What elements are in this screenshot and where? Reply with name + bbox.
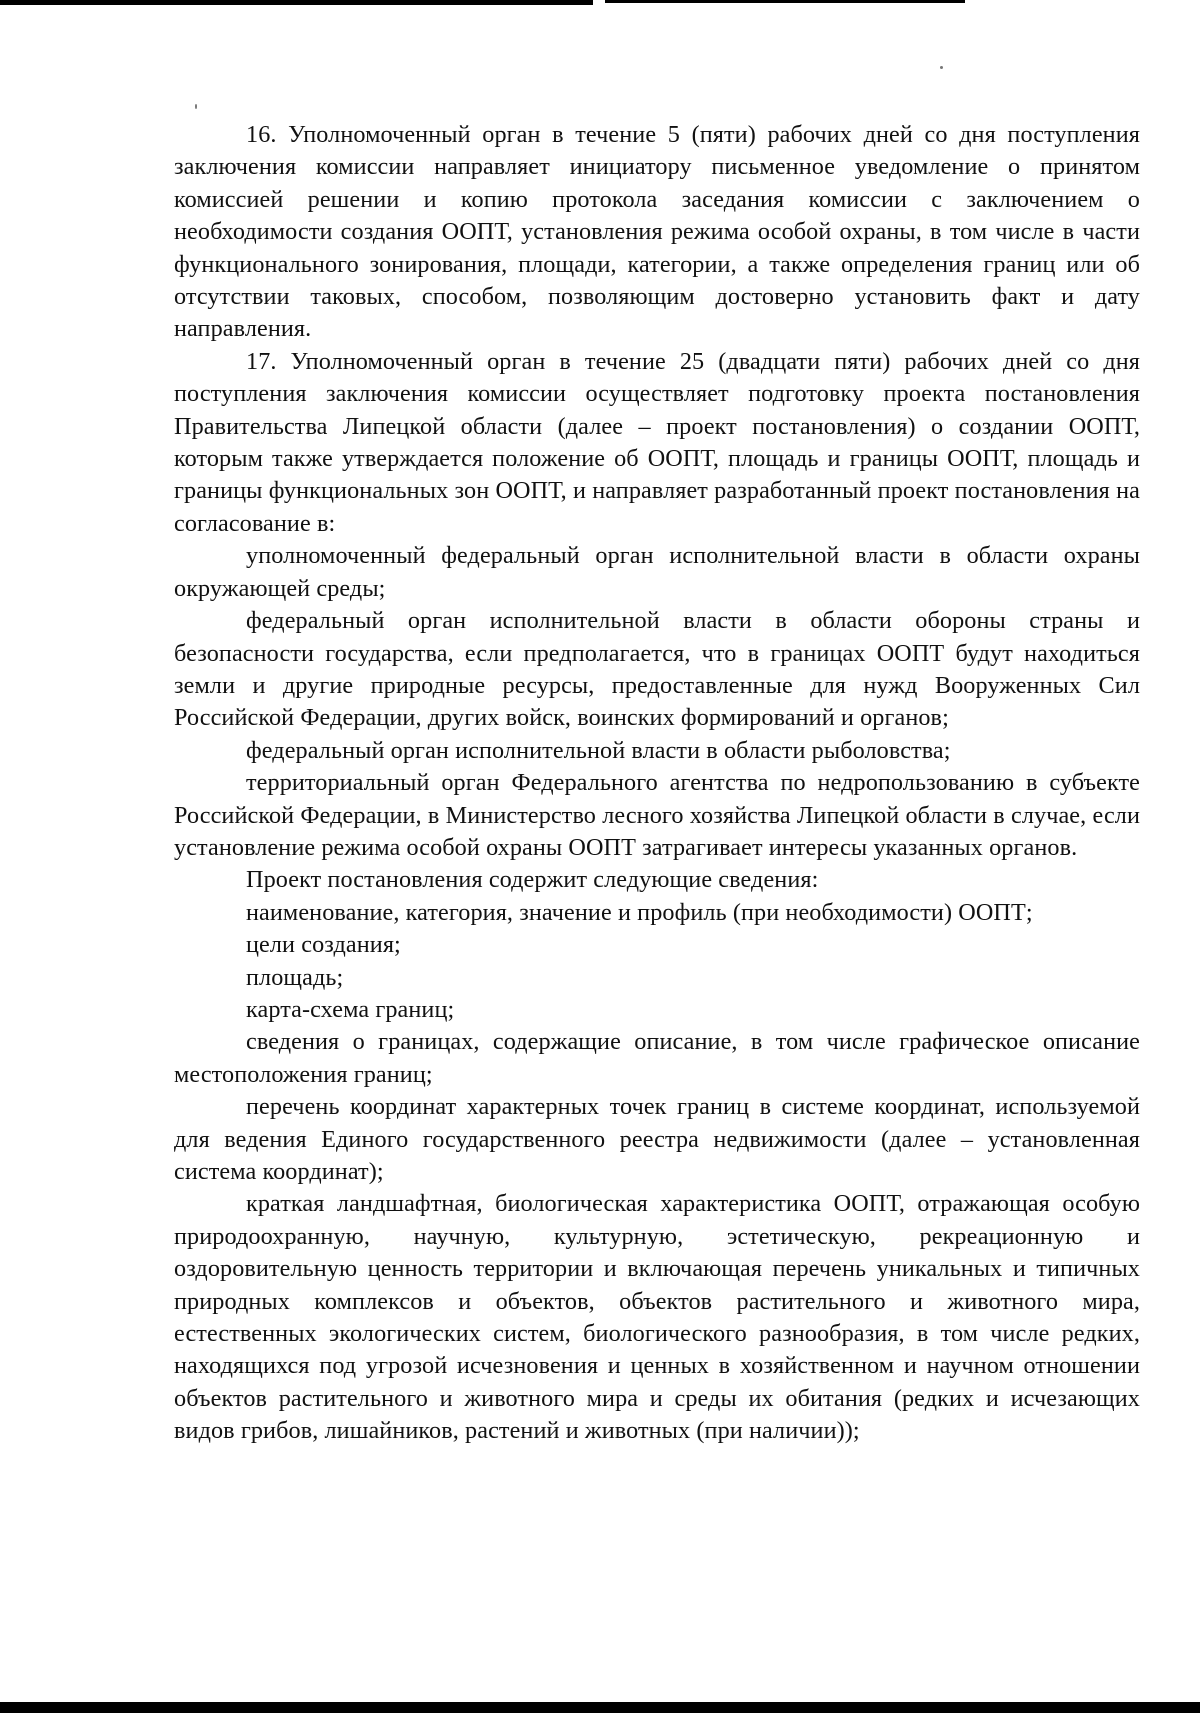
scan-border-bottom <box>0 1702 1200 1713</box>
list-item-goals: цели создания; <box>246 931 401 959</box>
list-item-environment-authority: уполномоченный федеральный орган исполнительной власти в области охраны окружающей среды; <box>174 542 1140 602</box>
paragraph-16: 16. Уполномоченный орган в течение 5 (пяти) рабочих дней со дня поступления заключения комиссии направляет инициатору письменное уведомление о принятом комиссией решении и копию протокола заседания комиссии с заключением о необходимости создания ООПТ, установления режима особой охраны, в том числе в части функционального зонирования, площади, категории, а также определения границ или об отсутствии таковых, способом, позволяющим достоверно установить факт и дату направления. <box>174 121 1140 343</box>
list-item-defense-authority: федеральный орган исполнительной власти в области обороны страны и безопасности государства, если предполагается, что в границах ООПТ будут находиться земли и другие природные ресурсы, предоставленные для нужд Вооруженных Сил Российской Федерации, других войск, воинских формирований и органов; <box>174 607 1140 732</box>
scan-border-top-right <box>605 0 965 3</box>
scan-speck <box>940 66 943 69</box>
scan-border-top-left <box>0 0 593 5</box>
list-item-boundary-info: сведения о границах, содержащие описание, в том числе графическое описание местоположения границ; <box>174 1028 1140 1088</box>
paragraph-17: 17. Уполномоченный орган в течение 25 (двадцати пяти) рабочих дней со дня поступления заключения комиссии осуществляет подготовку проекта постановления Правительства Липецкой области (далее – проект постановления) о создании ООПТ, которым также утверждается положение об ООПТ, площадь и границы ООПТ, площадь и границы функциональных зон ООПТ, и направляет разработанный проект постановления на согласование в: <box>174 347 1140 537</box>
list-item-characteristics: краткая ландшафтная, биологическая характеристика ООПТ, отражающая особую природоохранную, научную, культурную, эстетическую, рекреационную и оздоровительную ценность территории и включающая перечень уникальных и типичных природных комплексов и объектов, объектов растительного и животного мира, естественных экологических систем, биологического разнообразия, в том числе редких, находящихся под угрозой исчезновения и ценных в хозяйственном и научном отношении объектов растительного и животного мира и среды их обитания (редких и исчезающих видов грибов, лишайников, растений и животных (при наличии)); <box>174 1190 1140 1445</box>
paragraph-project-contents: Проект постановления содержит следующие сведения: <box>246 866 819 894</box>
list-item-subsoil-authority: территориальный орган Федерального агентства по недропользованию в субъекте Российской Федерации, в Министерство лесного хозяйства Липецкой области в случае, если установление режима особой охраны ООПТ затрагивает интересы указанных органов. <box>174 769 1140 861</box>
list-item-boundary-map: карта-схема границ; <box>246 995 455 1023</box>
scan-speck <box>195 104 197 109</box>
list-item-coordinates: перечень координат характерных точек границ в системе координат, используемой для ведения Единого государственного реестра недвижимости (далее – установленная система координат); <box>174 1093 1140 1185</box>
list-item-name-category: наименование, категория, значение и профиль (при необходимости) ООПТ; <box>246 898 1033 926</box>
list-item-area: площадь; <box>246 963 344 991</box>
list-item-fishery-authority: федеральный орган исполнительной власти в области рыболовства; <box>246 736 951 764</box>
document-page <box>174 119 1140 1448</box>
